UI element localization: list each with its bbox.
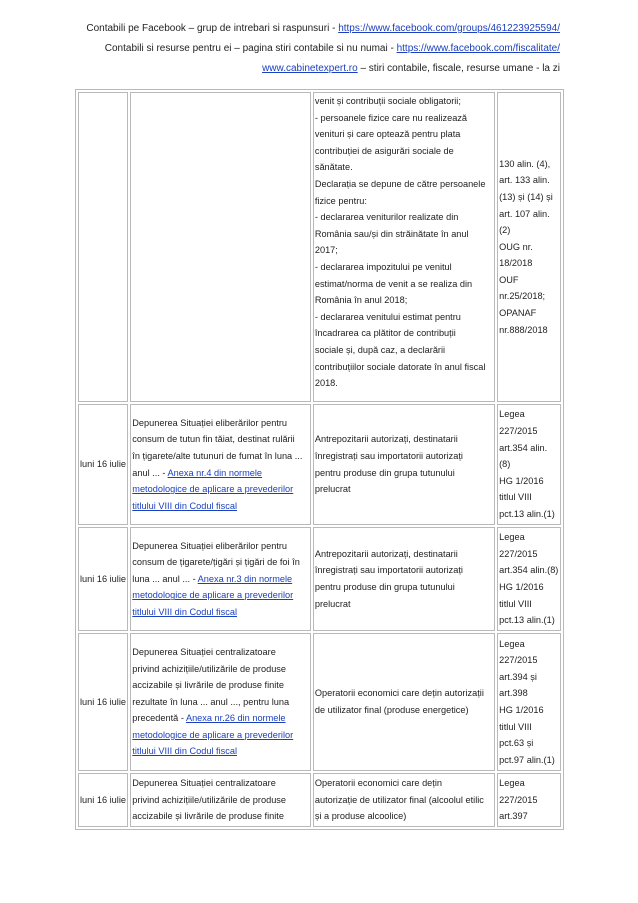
text-line: în țigarete/alte tutunuri de fumat în luna ... — [132, 450, 303, 461]
text-line: OUG nr. — [499, 241, 533, 252]
annex-link[interactable]: Anexa nr.26 din normele — [185, 713, 286, 724]
text-line: contribuției de asigurări sociale de — [314, 145, 454, 156]
annex-link[interactable]: titlului VIII din Codul fiscal — [132, 746, 237, 757]
text-line: Depunerea Situației eliberărilor pentru — [132, 540, 288, 551]
text-line: sănătate. — [314, 162, 353, 173]
text-line: Depunerea Situației centralizatoare — [132, 646, 276, 657]
text-line — [132, 727, 309, 744]
text-line: 130 alin. (4), — [499, 158, 551, 169]
text-line: 227/2015 — [499, 548, 538, 559]
date-cell: luni 16 iulie — [78, 404, 128, 525]
text-fragment: anul ... - — [132, 467, 168, 478]
beneficiaries-cell — [313, 773, 495, 827]
text-line: România în anul 2018; — [314, 295, 408, 306]
text-line: 2018. — [314, 378, 338, 389]
text-line — [132, 743, 309, 760]
legal-basis-cell — [497, 773, 561, 827]
text-fragment: precedentă - — [132, 713, 186, 724]
text-line — [132, 465, 309, 482]
text-line: accizabile și livrările de produse finite — [132, 811, 284, 822]
legal-basis-cell — [497, 527, 561, 631]
text-line: Declarația se depune de către persoanele — [314, 178, 486, 189]
text-line: OUF — [499, 274, 519, 285]
text-line: pentru produse din grupa tutunului — [314, 467, 455, 478]
text-line: sociale și, după caz, a declarării — [314, 344, 446, 355]
description-cell — [130, 773, 311, 827]
text-line: Operatorii economici care dețin — [314, 778, 442, 789]
text-line: art.354 alin.(8) — [499, 565, 559, 576]
table-row — [78, 404, 561, 525]
text-line: Legea — [499, 532, 525, 543]
text-line: Operatorii economici care dețin autorizații — [314, 688, 484, 699]
text-line: de utilizator final (produse energetice) — [314, 705, 469, 715]
table-row — [78, 527, 561, 631]
text-line: 227/2015 — [499, 655, 538, 666]
text-line: Legea — [499, 778, 525, 789]
text-line: art.398 — [499, 688, 528, 699]
text-line: și a produse alcoolice) — [314, 811, 407, 822]
text-line: consum de tutun fin tăiat, destinat rulării — [132, 434, 295, 445]
text-line: Depunerea Situației eliberărilor pentru — [132, 417, 288, 428]
header-text: Contabili si resurse pentru ei – pagina stiri contabile si nu numai - — [104, 43, 397, 54]
text-line: - persoanele fizice care nu realizează — [314, 112, 468, 123]
text-line: încadrarea ca plătitor de contribuții — [314, 328, 456, 339]
text-line: - declararea venitului estimat pentru — [314, 311, 461, 322]
text-line: rezultate în luna ... anul ..., pentru luna — [132, 696, 290, 707]
text-line: venit și contribuții sociale obligatorii; — [314, 96, 461, 106]
text-line: prelucrat — [314, 484, 351, 495]
text-line: (2) — [499, 225, 511, 236]
text-line: venituri și care optează pentru plata — [314, 129, 461, 140]
table-row — [78, 773, 561, 827]
text-line: privind achizițiile/utilizările de produse — [132, 794, 287, 805]
text-line: estimat/norma de venit a se realiza din — [314, 278, 473, 289]
text-line: titlul VIII — [499, 721, 532, 732]
header-line-facebook-page — [0, 39, 560, 59]
description-cell — [130, 527, 311, 631]
legal-basis-cell — [497, 404, 561, 525]
text-line: - declararea impozitului pe venitul — [314, 261, 452, 272]
text-line: (8) — [499, 459, 511, 470]
text-line: Antrepozitarii autorizați, destinatarii — [314, 548, 458, 559]
text-line: art.397 — [499, 811, 528, 822]
annex-link[interactable]: metodologice de aplicare a prevederilor — [132, 484, 294, 495]
table-row — [78, 633, 561, 771]
text-line: contribuțiilor sociale datorate în anul fiscal — [314, 361, 486, 372]
annex-link[interactable]: Anexa nr.3 din normele — [197, 573, 293, 584]
beneficiaries-cell — [313, 404, 495, 525]
text-line: art.354 alin. — [499, 442, 548, 453]
description-cell — [130, 633, 311, 771]
text-line — [132, 498, 309, 515]
text-line: - declararea veniturilor realizate din — [314, 212, 459, 223]
description-cell — [130, 92, 311, 402]
text-line: pct.13 alin.(1) — [499, 615, 555, 626]
text-line: (13) și (14) și — [499, 191, 553, 202]
date-cell: luni 16 iulie — [78, 633, 128, 771]
text-line: art. 107 alin. — [499, 208, 550, 219]
text-line: titlul VIII — [499, 492, 532, 503]
text-line: nr.888/2018 — [499, 324, 548, 335]
text-line — [132, 481, 309, 498]
text-line — [132, 587, 309, 604]
date-cell: luni 16 iulie — [78, 527, 128, 631]
text-line: prelucrat — [314, 598, 351, 609]
header-text: Contabili pe Facebook – grup de intrebari si raspunsuri - — [86, 23, 339, 34]
text-line: pct.97 alin.(1) — [499, 754, 555, 765]
text-line: 227/2015 — [499, 426, 538, 437]
text-line: Legea — [499, 409, 525, 420]
text-line: înregistrați sau importatorii autorizați — [314, 450, 463, 461]
text-line: pentru produse din grupa tutunului — [314, 582, 455, 592]
legal-basis-cell — [497, 633, 561, 771]
text-line: accizabile și livrările de produse finite — [132, 680, 284, 691]
text-line — [132, 604, 309, 621]
text-line: 227/2015 — [499, 794, 538, 805]
text-line: 2017; — [314, 245, 338, 256]
text-line: înregistrați sau importatorii autorizați — [314, 565, 463, 576]
text-line — [132, 571, 309, 588]
beneficiaries-cell — [313, 527, 495, 631]
text-line: HG 1/2016 — [499, 582, 544, 592]
facebook-page-link[interactable]: https://www.facebook.com/fiscalitate/ — [396, 43, 560, 54]
text-line: pct.63 și — [499, 738, 534, 749]
text-fragment: luna ... anul ... - — [132, 573, 198, 584]
text-line: Antrepozitarii autorizați, destinatarii — [314, 434, 458, 445]
description-cell — [130, 404, 311, 525]
annex-link[interactable]: metodologice de aplicare a prevederilor — [132, 590, 294, 601]
text-line: nr.25/2018; — [499, 291, 546, 302]
text-line: HG 1/2016 — [499, 705, 544, 715]
obligations-table — [75, 89, 564, 830]
text-line: pct.13 alin.(1) — [499, 508, 555, 519]
text-line: OPANAF — [499, 308, 537, 319]
text-line: fizice pentru: — [314, 195, 367, 206]
text-line — [132, 710, 309, 727]
facebook-group-link[interactable]: https://www.facebook.com/groups/461223925594/ — [338, 23, 560, 34]
text-line: titlul VIII — [499, 598, 532, 609]
annex-link[interactable]: Anexa nr.4 din normele — [167, 467, 263, 478]
text-line: consum de țigarete/țigări și țigări de foi în — [132, 557, 300, 568]
annex-link[interactable]: metodologice de aplicare a prevederilor — [132, 729, 294, 740]
date-cell — [78, 92, 128, 402]
beneficiaries-cell — [313, 92, 495, 402]
legal-basis-cell — [497, 92, 561, 402]
annex-link[interactable]: titlului VIII din Codul fiscal — [132, 500, 237, 511]
date-cell: luni 16 iulie — [78, 773, 128, 827]
text-line: art. 133 alin. — [499, 175, 550, 186]
text-line: privind achizițiile/utilizările de produse — [132, 663, 287, 674]
text-line: autorizație de utilizator final (alcoolul etilic — [314, 794, 484, 805]
text-line: România sau/și din străinătate în anul — [314, 228, 469, 239]
text-line: Legea — [499, 638, 525, 649]
header-text: – stiri contabile, fiscale, resurse umane - la zi — [357, 63, 560, 74]
table-row — [78, 92, 561, 402]
annex-link[interactable]: titlului VIII din Codul fiscal — [132, 606, 237, 617]
text-line: HG 1/2016 — [499, 475, 544, 486]
text-line: art.394 și — [499, 671, 537, 682]
header-line-facebook-group — [0, 19, 560, 39]
text-line: Depunerea Situației centralizatoare — [132, 778, 276, 789]
page-header — [0, 19, 560, 79]
text-line: 18/2018 — [499, 258, 533, 269]
header-line-cabinetexpert — [0, 59, 560, 79]
cabinetexpert-link[interactable]: www.cabinetexpert.ro — [262, 63, 358, 74]
beneficiaries-cell — [313, 633, 495, 771]
